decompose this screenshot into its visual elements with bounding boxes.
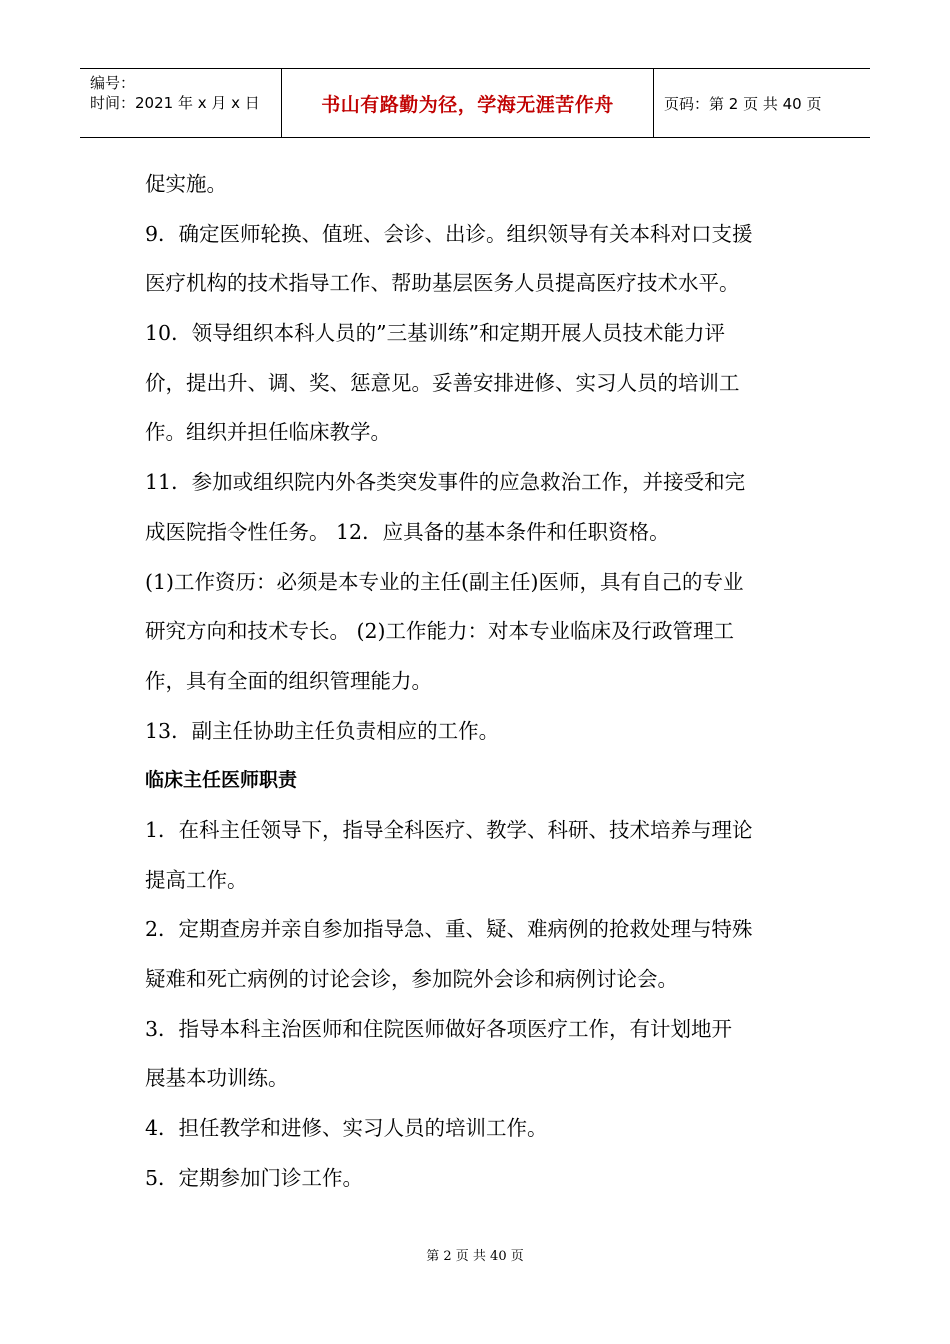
section-heading: 临床主任医师职责 — [145, 769, 298, 792]
body-line: 2．定期查房并亲自参加指导急、重、疑、难病例的抢救处理与特殊 — [145, 917, 753, 942]
page-footer: 第 2 页 共 40 页 — [426, 1249, 524, 1264]
body-line: 医疗机构的技术指导工作、帮助基层医务人员提高医疗技术水平。 — [145, 271, 740, 296]
body-line: 提高工作。 — [145, 867, 248, 892]
body-line: 10．领导组织本科人员的”三基训练”和定期开展人员技术能力评 — [145, 321, 726, 346]
document-header — [80, 68, 870, 138]
body-line: 成医院指令性任务。 12．应具备的基本条件和任职资格。 — [145, 519, 670, 544]
body-line: (1)工作资历：必须是本专业的主任(副主任)医师，具有自己的专业 — [145, 569, 744, 594]
document-number-label: 编号： — [90, 74, 136, 92]
header-meta-cell — [80, 69, 282, 137]
body-line: 疑难和死亡病例的讨论会诊，参加院外会诊和病例讨论会。 — [145, 967, 678, 991]
body-line: 研究方向和技术专长。 (2)工作能力：对本专业临床及行政管理工 — [145, 619, 735, 644]
header-page-info: 页码：第 2 页 共 40 页 — [664, 94, 822, 113]
body-line: 5．定期参加门诊工作。 — [145, 1165, 364, 1190]
body-line: 4．担任教学和进修、实习人员的培训工作。 — [145, 1116, 548, 1141]
body-line: 3．指导本科主治医师和住院医师做好各项医疗工作，有计划地开 — [145, 1016, 733, 1041]
body-line: 11．参加或组织院内外各类突发事件的应急救治工作，并接受和完 — [145, 470, 746, 495]
document-time-label: 时间：2021 年 x 月 x 日 — [90, 94, 260, 112]
body-line: 展基本功训练。 — [145, 1066, 289, 1091]
body-line: 1．在科主任领导下，指导全科医疗、教学、科研、技术培养与理论 — [145, 817, 753, 842]
body-line: 9．确定医师轮换、值班、会诊、出诊。组织领导有关本科对口支援 — [145, 221, 753, 246]
header-motto: 书山有路勤为径，学海无涯苦作舟 — [282, 69, 654, 137]
body-line: 价，提出升、调、奖、惩意见。妥善安排进修、实习人员的培训工 — [145, 370, 740, 395]
body-line: 作，具有全面的组织管理能力。 — [145, 668, 432, 693]
body-line: 促实施。 — [145, 172, 227, 196]
document-body — [145, 160, 815, 1203]
body-line: 作。组织并担任临床教学。 — [145, 420, 391, 445]
body-line: 13．副主任协助主任负责相应的工作。 — [145, 718, 500, 743]
